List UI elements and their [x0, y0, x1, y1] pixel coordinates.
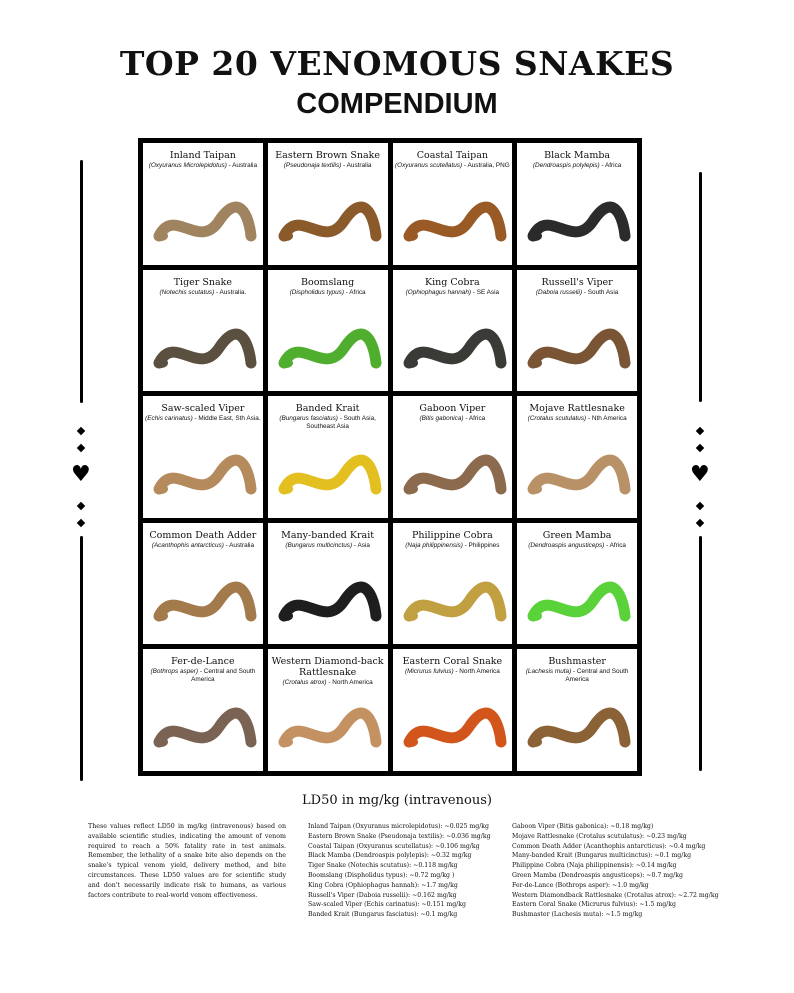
snake-card — [143, 270, 263, 392]
snake-icon — [523, 308, 633, 388]
page-title: TOP 20 VENOMOUS SNAKES — [119, 44, 675, 83]
snake-scientific: (Acanthophis antarcticus) - Australia — [151, 541, 255, 549]
ornament-dot — [77, 519, 85, 527]
list-item: Western Diamondback Rattlesnake (Crotalus atrox): ~2.72 mg/kg — [512, 891, 719, 899]
snake-scientific: (Crotalus atrox) - North America — [282, 679, 373, 687]
snake-card — [517, 143, 637, 265]
snake-icon — [149, 561, 259, 641]
snake-icon — [274, 561, 384, 641]
snake-name: Eastern Brown Snake — [275, 150, 381, 161]
list-item: Black Mamba (Dendroaspis polylepis): ~0.32 mg/kg — [308, 852, 472, 860]
snake-icon — [399, 561, 509, 641]
snake-name: Common Death Adder — [149, 529, 257, 541]
snake-name: Philippine Cobra — [411, 529, 493, 541]
snake-card — [393, 523, 513, 645]
snake-scientific: (Oxyuranus Microlepidotus) - Australia — [148, 162, 258, 169]
snake-card — [393, 396, 513, 518]
list-item: Bushmaster (Lachesis muta): ~1.5 mg/kg — [512, 911, 643, 919]
snake-scientific: (Lachesis muta) - Central and South America — [525, 668, 629, 684]
list-item: Common Death Adder (Acanthophis antarcticus): ~0.4 mg/kg — [512, 842, 706, 850]
ld50-note: These values reflect LD50 in mg/kg (intravenous) based on available scientific studies, indicating the amount of venom required to reach a 50% fatality rate in test animals. Remember, the lethality of a snake bite also depends on the snake's typical venom yield, delivery method, and bite circumstances. These LD50 values are for scientific study and don't necessarily indicate risk to humans, as various factors contribute to real-world venom effectiveness. — [88, 823, 286, 899]
snake-name: Eastern Coral Snake — [402, 656, 503, 668]
snake-card — [268, 270, 388, 392]
ornament-dot — [696, 519, 704, 527]
snake-scientific: (Notechis scutatus) - Australia. — [159, 288, 247, 296]
snake-card — [517, 270, 637, 392]
list-item: King Cobra (Ophiophagus hannah): ~1.7 mg/kg — [308, 881, 458, 889]
snake-name: Boomslang — [301, 276, 355, 288]
snake-name: Saw-scaled Viper — [161, 403, 245, 415]
snake-icon — [274, 181, 384, 261]
snake-scientific: (Oxyuranus scutellatus) - Australia, PNG — [395, 162, 510, 169]
snake-icon — [149, 687, 259, 767]
snake-icon — [149, 181, 259, 261]
snake-card — [143, 143, 263, 265]
ornament-dot — [696, 444, 704, 452]
snake-scientific: (Dendroaspis angusticeps) - Africa — [528, 541, 626, 549]
ornament-dot — [696, 502, 704, 510]
snake-name: Green Mamba — [542, 529, 612, 541]
snake-name: Russell's Viper — [541, 276, 613, 288]
snake-card — [268, 143, 388, 265]
ornament-line — [699, 536, 702, 771]
snake-scientific: (Bothrops asper) - Central and South America — [150, 668, 256, 684]
ld50-list-right — [512, 822, 719, 920]
snake-card — [517, 523, 637, 645]
snake-icon — [523, 687, 633, 767]
page-subtitle: COMPENDIUM — [296, 88, 498, 120]
list-item: Many-banded Krait (Bungarus multicinctus): ~0.1 mg/kg — [512, 852, 692, 860]
list-item: Green Mamba (Dendroaspis angusticeps): ~0.7 mg/kg — [512, 871, 683, 879]
snake-card — [268, 523, 388, 645]
snake-name: Gaboon Viper — [419, 403, 486, 415]
heart-icon: ♥ — [690, 462, 710, 487]
snake-icon — [274, 434, 384, 514]
snake-scientific: (Micrurus fulvius) - North America — [404, 668, 500, 676]
snake-card — [393, 270, 513, 392]
heart-icon: ♥ — [71, 462, 91, 487]
snake-scientific: (Crotalus scutulatus) - Nth America — [527, 415, 627, 423]
snake-name: Many-banded Krait — [281, 529, 375, 541]
snake-icon — [399, 434, 509, 514]
snake-scientific: (Pseudonaja textilis) - Australia — [283, 162, 372, 169]
snake-card — [268, 649, 388, 771]
snake-scientific: (Bungarus fasciatus) - South Asia, Southeast Asia — [279, 415, 376, 431]
snake-scientific: (Bitis gabonica) - Africa — [419, 415, 486, 423]
list-item: Tiger Snake (Notechis scutatus): ~0.118 mg/kg — [308, 862, 458, 870]
list-item: Philippine Cobra (Naja philippinensis): ~0.14 mg/kg — [512, 862, 677, 870]
list-item: Eastern Brown Snake (Pseudonaja textilis): ~0.036 mg/kg — [308, 832, 491, 840]
snake-card — [143, 396, 263, 518]
ornament-line — [699, 172, 702, 402]
snake-card — [517, 649, 637, 771]
list-item: Boomslang (Dispholidus typus): ~0.72 mg/kg ) — [308, 871, 455, 879]
snake-card — [268, 396, 388, 518]
snake-card — [393, 143, 513, 265]
ornament-dot — [77, 502, 85, 510]
ornament-dot — [696, 427, 704, 435]
ornament-dot — [77, 427, 85, 435]
list-item: Gaboon Viper (Bitis gabonica): ~0.18 mg/kg) — [512, 823, 654, 830]
snake-icon — [399, 687, 509, 767]
snake-name: Bushmaster — [548, 656, 606, 668]
list-item: Inland Taipan (Oxyuranus microlepidotus): ~0.025 mg/kg — [308, 823, 490, 830]
list-item: Coastal Taipan (Oxyuranus scutellatus): ~0.106 mg/kg — [308, 842, 480, 850]
snake-name: Western Diamond-back Rattlesnake — [271, 656, 384, 679]
snake-card — [393, 649, 513, 771]
ornament-dot — [77, 444, 85, 452]
snake-scientific: (Echis carinatus) - Middle East, Sth Asia. — [145, 415, 261, 423]
snake-card — [143, 523, 263, 645]
snake-icon — [399, 181, 509, 261]
snake-name: King Cobra — [425, 276, 480, 288]
snake-scientific: (Ophiophagus hannah) - SE Asia — [405, 288, 500, 296]
list-item: Mojave Rattlesnake (Crotalus scutulatus): ~0.23 mg/kg — [512, 832, 687, 840]
list-item: Saw-scaled Viper (Echis carinatus): ~0.151 mg/kg — [308, 901, 466, 909]
snake-scientific: (Daboia russelii) - South Asia — [535, 288, 619, 296]
snake-name: Inland Taipan — [169, 150, 236, 161]
ornament-line — [80, 160, 83, 403]
snake-name: Mojave Rattlesnake — [529, 403, 625, 415]
snake-icon — [149, 434, 259, 514]
snake-icon — [523, 561, 633, 641]
ornament-line — [80, 536, 83, 781]
snake-scientific: (Naja philippinensis) - Philippines — [405, 541, 500, 549]
list-item: Fer-de-Lance (Bothrops asper): ~1.0 mg/kg — [512, 881, 649, 889]
snake-icon — [274, 687, 384, 767]
snake-icon — [274, 308, 384, 388]
list-item: Eastern Coral Snake (Micrurus fulvius): ~1.5 mg/kg — [512, 901, 676, 909]
snake-icon — [523, 181, 633, 261]
snake-scientific: (Dispholidus typus) - Africa — [289, 288, 366, 296]
snake-name: Coastal Taipan — [416, 150, 488, 161]
snake-card — [517, 396, 637, 518]
snake-icon — [149, 308, 259, 388]
snake-name: Banded Krait — [295, 403, 360, 415]
snake-name: Black Mamba — [544, 150, 611, 161]
snake-grid — [138, 138, 642, 776]
snake-name: Tiger Snake — [173, 276, 233, 288]
snake-icon — [523, 434, 633, 514]
snake-icon — [399, 308, 509, 388]
ld50-list-left — [308, 822, 491, 920]
snake-scientific: (Bungarus multicinctus) - Asia — [285, 541, 370, 549]
list-item: Banded Krait (Bungarus fasciatus): ~0.1 mg/kg — [308, 911, 458, 919]
snake-card — [143, 649, 263, 771]
snake-name: Fer-de-Lance — [171, 656, 235, 668]
list-item: Russell's Viper (Daboia russelii): ~0.162 mg/kg — [308, 891, 457, 899]
ld50-heading: LD50 in mg/kg (intravenous) — [302, 793, 492, 808]
snake-scientific: (Dendroaspis polylepis) - Africa — [532, 162, 622, 169]
